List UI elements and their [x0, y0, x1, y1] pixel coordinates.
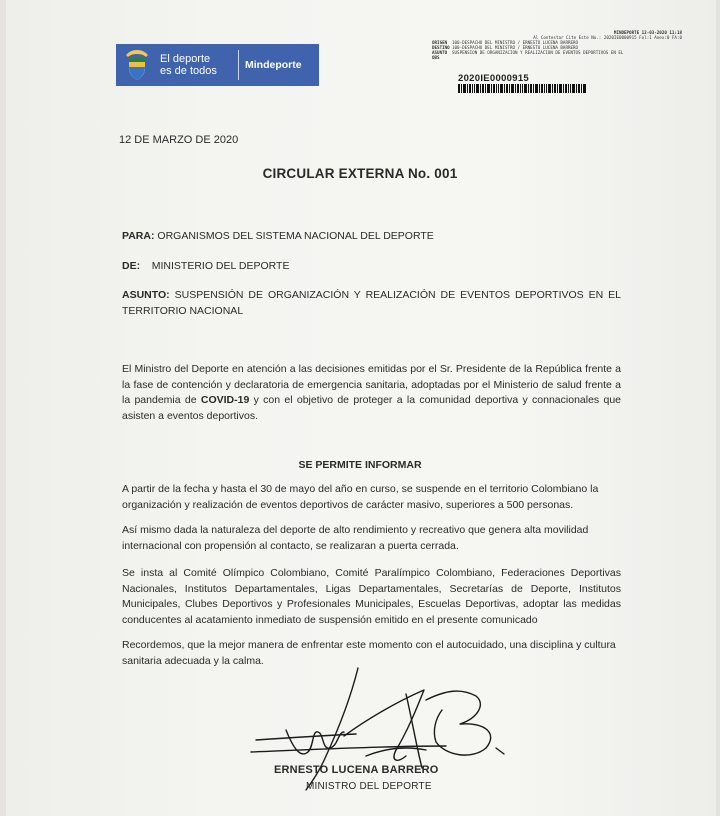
asunto-label: ASUNTO: — [122, 289, 170, 301]
paragraph-2: Así mismo dada la naturaleza del deporte de alto rendimiento y recreativo que genera alta movilidad internacional con propensión al contacto, se realizaran a puerta cerrada. — [122, 524, 589, 552]
stamp-row: ASUNTO SUSPENSION DE ORGANIZACION Y REALIZACION DE EVENTOS DEPORTIVOS EN EL — [432, 50, 624, 55]
para-value: ORGANISMOS DEL SISTEMA NACIONAL DEL DEPORTE — [157, 230, 434, 242]
stamp-row: ORIGEN 100-DESPACHO DEL MINISTRO / ERNESTO LUCENA BARRERO — [432, 40, 579, 45]
logo-slogan — [160, 53, 232, 77]
stamp-line-2: Al Contestar Cite Este No.: 2020IE0000915 Fol:1 Anex:0 FA:0 — [533, 35, 682, 40]
asunto-value: SUSPENSIÓN DE ORGANIZACIÓN Y REALIZACIÓN DE EVENTOS DEPORTIVOS EN EL TERRITORIO NACIONAL — [122, 289, 622, 317]
intro-paragraph: El Ministro del Deporte en atención a las decisiones emitidas por el Sr. Presidente de la República frente a la fase de contención y declaratoria de emergencia sanitaria, adoptadas por el Ministerio de salud frente a la pandemia de COVID-19 y con el objetivo de proteger a la comunidad deportiva y connacionales que asisten a eventos deportivos. — [122, 363, 621, 422]
paragraph-1: A partir de la fecha y hasta el 30 de mayo del año en curso, se suspende en el territorio Colombiano la organización y realización de eventos deportivos de carácter masivo, superiores a 500 personas. — [122, 483, 599, 511]
stamp-row: DESTINO 100-DESPACHO DEL MINISTRO / ERNESTO LUCENA BARRERO — [432, 45, 579, 50]
document-date: 12 DE MARZO DE 2020 — [119, 134, 239, 146]
de-field — [122, 260, 289, 272]
stamp-row: OBS — [432, 55, 440, 60]
stamp-line-1: MINDEPORTE 12-03-2020 11:18 — [613, 30, 682, 35]
coat-of-arms-icon — [122, 48, 152, 82]
covid-emphasis: COVID-19 — [200, 394, 250, 406]
filing-stamp — [432, 30, 682, 60]
document-title: CIRCULAR EXTERNA No. 001 — [262, 166, 458, 181]
paragraph-3: Se insta al Comité Olímpico Colombiano, Comité Paralímpico Colombiano, Federaciones Deportivas Nacionales, Institutos Departamentales, Ligas Departamentales, Secretarías de Deporte, Institutos Municipales, Clubes Deportivos y Profesionales Municipales, Escuelas Deportivas, adoptar las medidas conducentes al acatamiento inmediato de suspensión emitido en el presente comunicado — [122, 567, 621, 626]
document-page — [6, 0, 716, 816]
stamp-code: 2020IE0000915 — [458, 73, 529, 84]
de-label: DE: — [122, 260, 141, 272]
logo-divider — [238, 50, 239, 80]
de-value: MINISTERIO DEL DEPORTE — [151, 260, 290, 272]
mindeporte-logo — [116, 44, 319, 86]
logo-line-1: El deporte — [160, 53, 211, 65]
paragraph-4: Recordemos, que la mejor manera de enfrentar este momento con el autocuidado, una disciplina y cultura sanitaria adecuada y la calma. — [122, 639, 616, 667]
logo-line-2: es de todos — [160, 65, 217, 77]
section-heading: SE PERMITE INFORMAR — [298, 459, 422, 471]
signer-name: ERNESTO LUCENA BARRERO — [274, 764, 439, 776]
para-field — [122, 230, 434, 242]
asunto-field — [122, 287, 621, 319]
signer-role: MINISTRO DEL DEPORTE — [306, 781, 432, 792]
barcode — [458, 84, 586, 93]
para-label: PARA: — [122, 230, 155, 242]
logo-ministry: Mindeporte — [245, 59, 302, 71]
